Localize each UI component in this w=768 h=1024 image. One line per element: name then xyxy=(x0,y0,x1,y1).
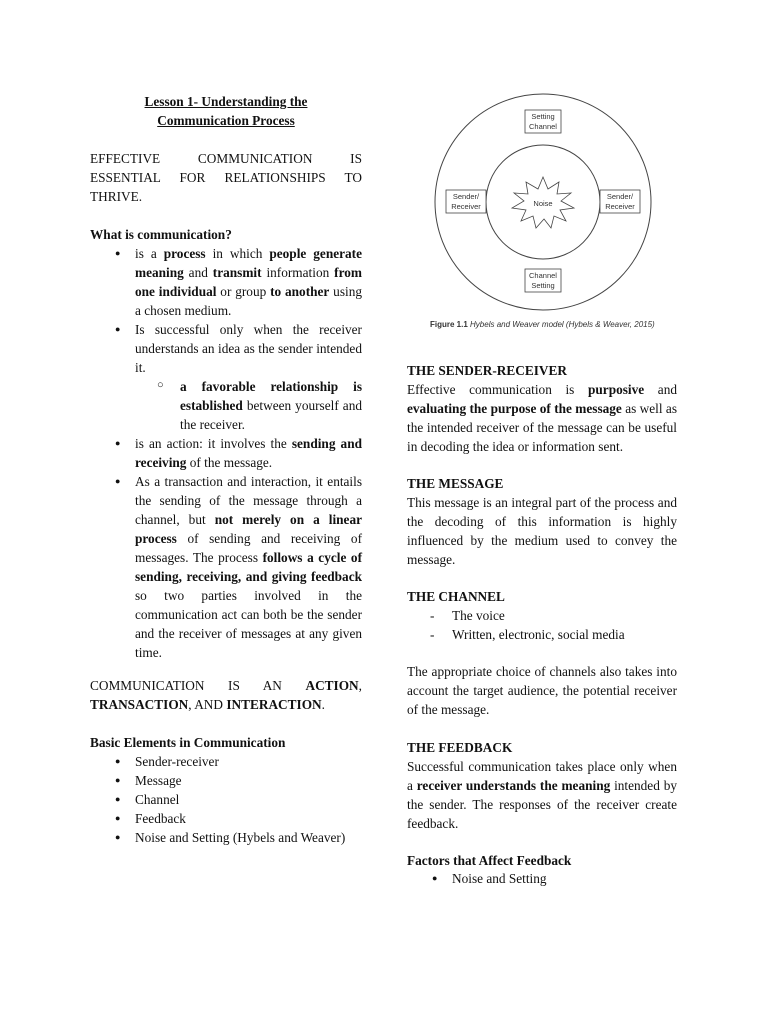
channel-list xyxy=(407,606,677,644)
sub-list-item: ○ a favorable relationship is established between yourself and the receiver. xyxy=(90,377,362,434)
figure-caption: Figure 1.1 Hybels and Weaver model (Hybels & Weaver, 2015) xyxy=(430,320,655,329)
left-box-line-2: Receiver xyxy=(451,202,481,211)
list-item: ● Feedback xyxy=(90,809,390,828)
list-item: ● Channel xyxy=(90,790,390,809)
bottom-box-line-1: Channel xyxy=(529,271,557,280)
sender-receiver-heading: THE SENDER-RECEIVER xyxy=(407,363,567,378)
list-item: ● Is successful only when the receiver understands an idea as the sender intended it. ○ a favorable relationship is established between yourself and the receiver. xyxy=(90,320,362,434)
list-item: ● Message xyxy=(90,771,390,790)
list-item: ● Noise and Setting (Hybels and Weaver) xyxy=(90,828,390,847)
top-box-line-2: Channel xyxy=(529,122,557,131)
channel-text: The appropriate choice of channels also takes into account the target audience, the potential receiver of the message. xyxy=(407,664,677,717)
list-item: ● Noise and Setting xyxy=(407,869,677,888)
right-box-line-1: Sender/ xyxy=(606,192,634,201)
top-box-line-1: Setting xyxy=(531,112,555,121)
bottom-box-line-2: Setting xyxy=(531,281,555,290)
message-heading: THE MESSAGE xyxy=(407,476,504,491)
channel-heading: THE CHANNEL xyxy=(407,589,505,604)
feedback-text: Successful communication takes place only when a receiver understands the meaning intended by the sender. The responses of the receiver create feedback. xyxy=(407,759,677,831)
communication-model-diagram xyxy=(430,90,660,312)
definition-list xyxy=(90,244,362,662)
lesson-title xyxy=(90,92,362,130)
feedback-heading: THE FEEDBACK xyxy=(407,740,513,755)
message-text: This message is an integral part of the process and the decoding of this information is highly influenced by the medium used to convey the message. xyxy=(407,495,677,567)
elements-list xyxy=(90,752,390,847)
factors-list xyxy=(407,869,677,888)
noise-label: Noise xyxy=(533,199,553,208)
list-item: ● is an action: it involves the sending and receiving of the message. xyxy=(90,434,362,472)
sender-receiver-text: Effective communication is purposive and evaluating the purpose of the message as well as the intended receiver of the message can be useful in decoding the idea or information sent. xyxy=(407,382,677,454)
factors-heading: Factors that Affect Feedback xyxy=(407,853,572,868)
list-item: ● is a process in which people generate meaning and transmit information from one individual or group to another using a chosen medium. xyxy=(90,244,362,320)
list-item: ● Sender-receiver xyxy=(90,752,390,771)
communication-statement: COMMUNICATION IS AN ACTION, TRANSACTION, AND INTERACTION. xyxy=(90,678,362,712)
what-heading: What is communication? xyxy=(90,227,232,242)
list-item: - The voice xyxy=(407,606,677,625)
title-line-1: Lesson 1- Understanding the xyxy=(144,94,308,109)
list-item: - Written, electronic, social media xyxy=(407,625,677,644)
elements-heading: Basic Elements in Communication xyxy=(90,735,286,750)
intro-text: EFFECTIVE COMMUNICATION IS ESSENTIAL FOR RELATIONSHIPS TO THRIVE. xyxy=(90,151,362,204)
right-box-line-2: Receiver xyxy=(605,202,635,211)
list-item: ● As a transaction and interaction, it entails the sending of the message through a channel, but not merely on a linear process of sending and receiving of messages. The process follows a cycle of sending, receiving, and giving feedback so two parties involved in the communication act can both be the sender and the receiver of messages at any given time. xyxy=(90,472,362,662)
left-box-line-1: Sender/ xyxy=(452,192,480,201)
title-line-2: Communication Process xyxy=(157,113,295,128)
